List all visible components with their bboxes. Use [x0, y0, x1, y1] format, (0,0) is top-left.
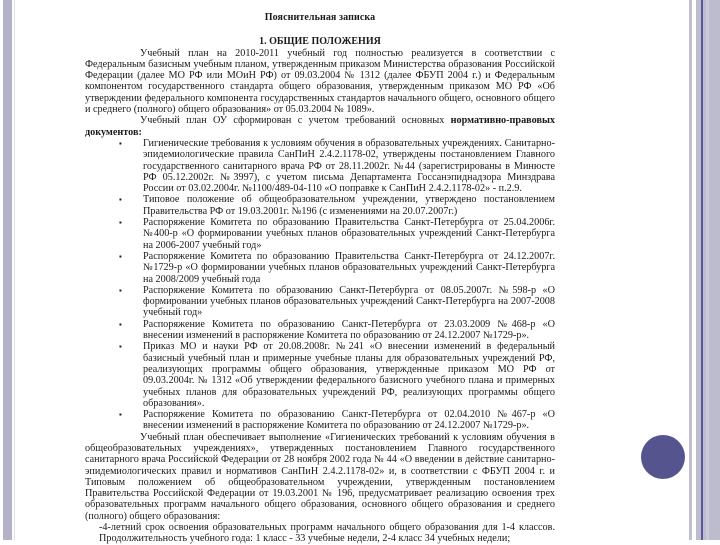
list-item: ▪ Распоряжение Комитета по образованию Санкт-Петербурга от 02.04.2010 №467-р «О внесении изменений в распоряжение Комитета по образованию от 24.12.2007 №1729-р». [143, 409, 555, 432]
list-item: ▪ Типовое положение об общеобразовательном учреждении, утверждено постановлением Правительства РФ от 19.03.2001г. №196 (с изменениями на 20.07.2007г.) [143, 194, 555, 217]
basis-intro-bold: нормативно-правовых документов: [85, 115, 555, 138]
list-item: ▪ Распоряжение Комитета по образованию Правительства Санкт-Петербурга от 25.04.2006г. №400-р «О формировании учебных планов образовательных учреждений Санкт-Петербурга на 2006-2007 учебный год» [143, 217, 555, 251]
decorative-circle-icon [641, 435, 685, 479]
closing-item: -4-летний срок освоения образовательных программ начального общего образования для 1-4 классов. Продолжительность учебного года: 1 класс - 33 учебные недели, 2-4 класс 34 учебных недели; [99, 522, 555, 545]
slide-frame-right-line [689, 0, 692, 540]
closing-paragraph: Учебный план обеспечивает выполнение «Гигиенических требований к условиям обучения в общеобразовательных учреждениях», утвержденных постановлением Главного государственного санитарного врача Российской Федерации от 28 ноября 2002 года № 44 «О введении в действие санитарно-эпидемиологических правил и нормативов СанПиН 2.4.2.1178-02» и, в соответствии с ФБУП 2004 г. и Типовым положением об общеобразовательном учреждении, утвержденным постановлением Правительства Российской Федерации от 19.03.2001 № 196, предусматривает реализацию освоения трех образовательных программ начального общего образования, основного общего образования и среднего (полного) общего образования: [85, 431, 555, 522]
list-item: ▪ Распоряжение Комитета по образованию Правительства Санкт-Петербурга от 24.12.2007г. №1729-р «О формировании учебных планов образовательных учреждений Санкт-Петербурга на 2008/2009 учебный года [143, 251, 555, 285]
list-item: ▪ Гигиенические требования к условиям обучения в образовательных учреждениях. Санитарно-эпидемиологические правила СанПиН 2.4.2.1178-02, утверждены постановлением Главного государственного санитарного врача РФ от 28.11.2002г. №44 (зарегистрированы в Минюсте РФ 05.12.2002г. №3997), с учетом письма Департамента Госсанэпиднадзора Минздрава России от 03.02.2004г. №1100/489-04-110 «О поправке к СанПиН 2.4.2.1178-02» - п.2.9. [143, 138, 555, 194]
document-title: Пояснительная записка [264, 12, 376, 23]
intro-paragraph: Учебный план на 2010-2011 учебный год полностью реализуется в соответствии с Федеральным базисным учебным планом, утвержденным приказом Министерства образования Российской Федерации (далее МО РФ или МОиН РФ) от 09.03.2004 № 1312 (далее ФБУП 2004 г.) и Федеральным компонентом государственного стандарта общего образования, утвержденным приказом МО РФ «Об утверждении федерального компонента государственных стандартов начального общего, основного общего и среднего (полного) общего образования» от 05.03.2004 № 1089». [85, 47, 555, 116]
slide-frame-left-bar [3, 0, 12, 540]
document-page [85, 0, 555, 545]
basis-intro-lead: Учебный план ОУ сформирован с учетом требований основных [140, 115, 451, 127]
basis-intro-paragraph [85, 115, 555, 138]
list-item: ▪ Распоряжение Комитета по образованию Санкт-Петербурга от 08.05.2007г. №598-р «О формировании учебных планов образовательных учреждений Санкт-Петербурга на 2007-2008 учебный год» [143, 285, 555, 319]
list-item: ▪ Распоряжение Комитета по образованию Санкт-Петербурга от 23.03.2009 №468-р «О внесении изменений в распоряжение Комитета по образованию от 24.12.2007 №1729-р». [143, 319, 555, 342]
normative-documents-list [85, 138, 555, 432]
section-heading: 1. ОБЩИЕ ПОЛОЖЕНИЯ [259, 36, 381, 48]
slide-frame-left-line [14, 0, 15, 540]
list-item: ▪ Приказ МО и науки РФ от 20.08.2008г. №241 «О внесении изменений в федеральный базисный учебный план и примерные учебные планы для образовательных учреждений РФ, реализующих программы общего образования, утвержденные приказом МО РФ от 09.03.2004г. № 1312 «Об утверждении федерального базисного учебного плана и примерных учебных планов для образовательных учреждений РФ, реализующих программы общего образования». [143, 341, 555, 409]
slide-frame-right-light-line [706, 0, 709, 540]
slide-frame-right-accent-line [701, 0, 703, 540]
